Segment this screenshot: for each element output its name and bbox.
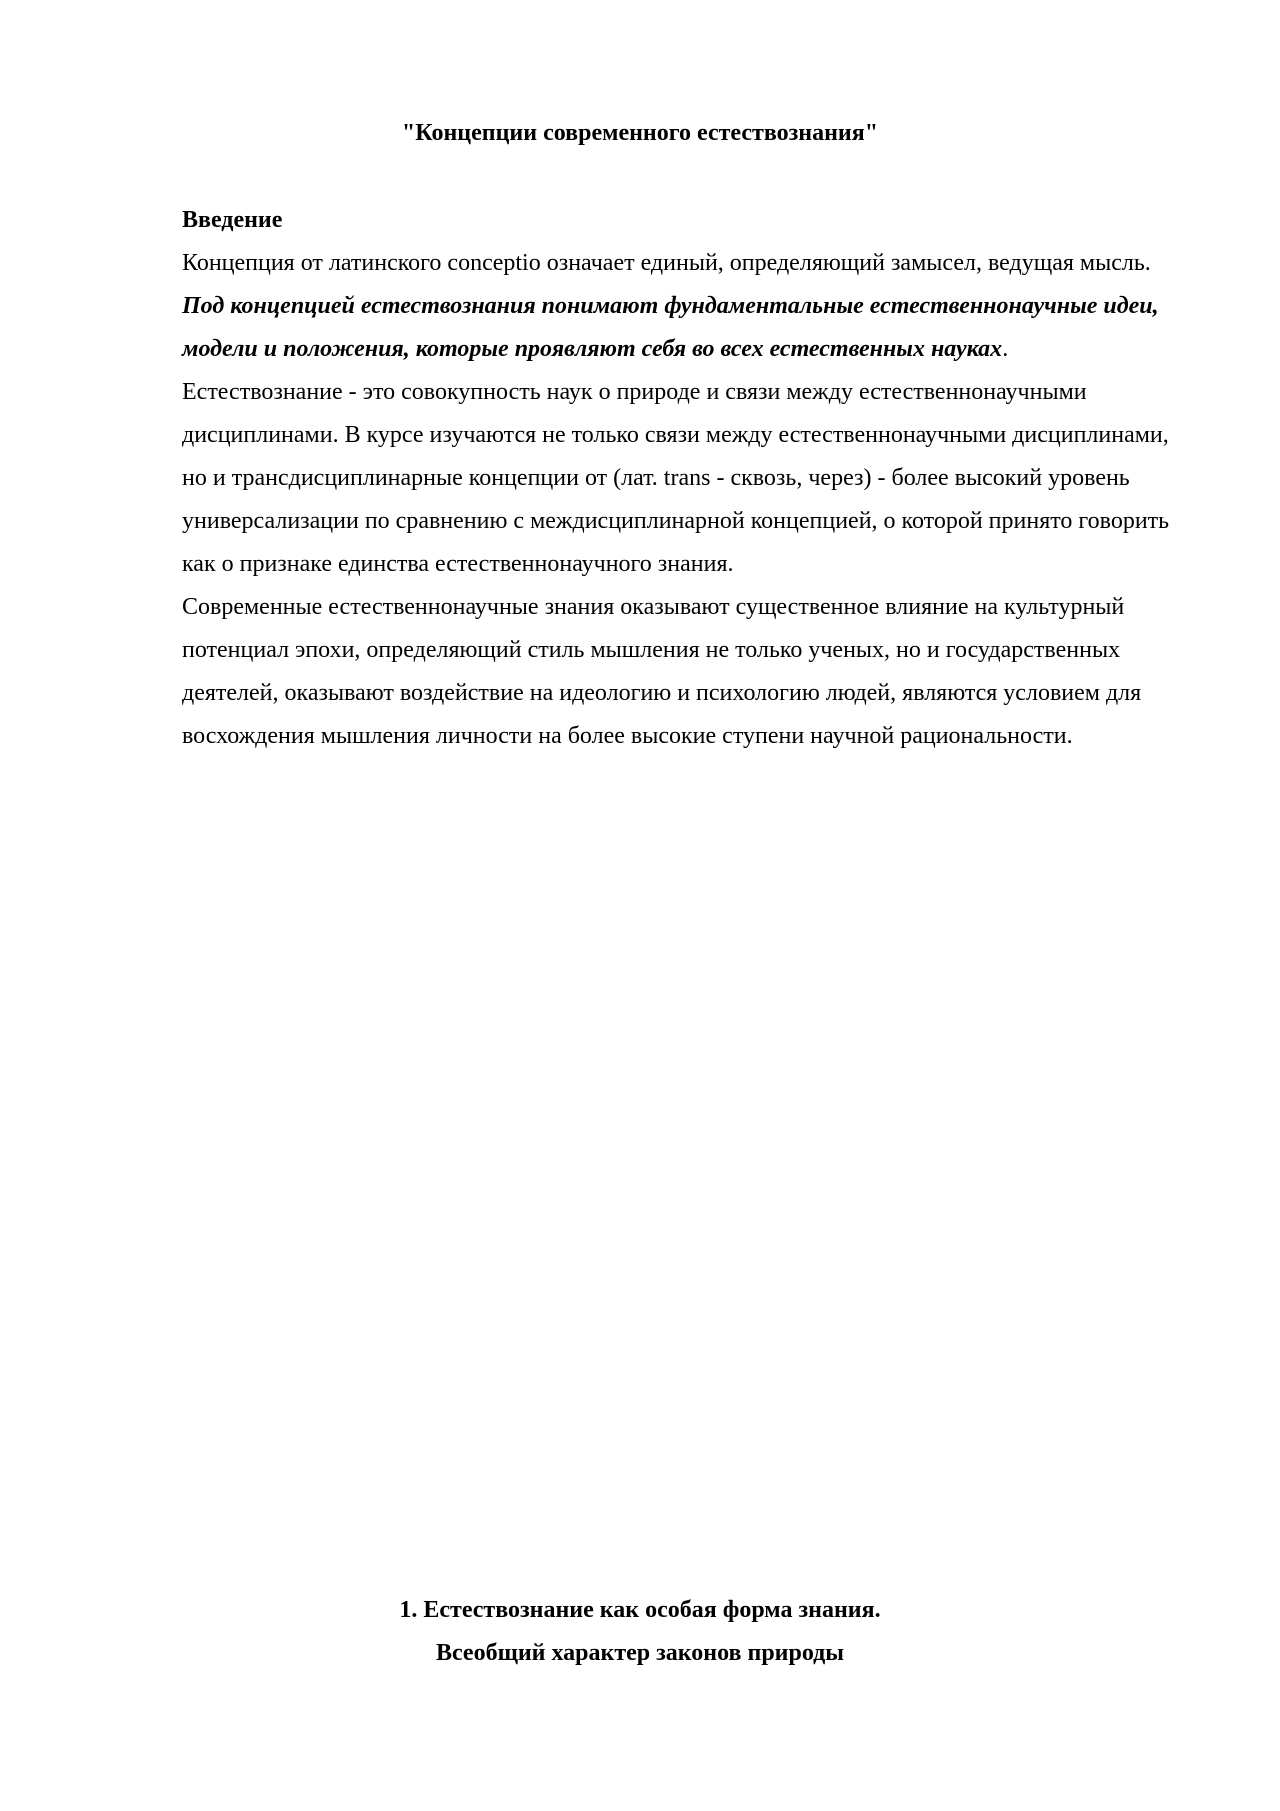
definition-emphasis: Под концепцией естествознания понимают фундаментальные естественнонаучные идеи, модели и положения, которые проявляют себя во всех естественных науках: [182, 293, 1159, 362]
section-1-heading-line-2: Всеобщий характер законов природы: [435, 1640, 845, 1666]
paragraph-modern-knowledge-influence: Современные естественнонаучные знания оказывают существенное влияние на культурный потенциал эпохи, определяющий стиль мышления не только ученых, но и государственных деятелей, оказывают воздействие на идеологию и психологию людей, являются условием для восхождения мышления личности на более высокие ступени научной рациональности.: [182, 594, 1142, 749]
document-title: "Концепции современного естествознания": [401, 120, 879, 146]
section-1-heading-line-1: 1. Естествознание как особая форма знания.: [399, 1597, 881, 1623]
section-1-heading: [0, 1589, 1280, 1675]
intro-heading: Введение: [182, 207, 283, 233]
document-body: [182, 199, 1192, 758]
paragraph-natural-science-concept: [182, 285, 1192, 371]
paragraph-natural-science-overview: Естествознание - это совокупность наук о природе и связи между естественнонаучными дисциплинами. В курсе изучаются не только связи между естественнонаучными дисциплинами, но и трансдисциплинарные концепции от (лат. trans - сквозь, через) - более высокий уровень универсализации по сравнению с междисциплинарной концепцией, о которой принято говорить как о признаке единства естественнонаучного знания.: [182, 379, 1170, 577]
definition-period: .: [1002, 336, 1009, 362]
paragraph-concept-definition: Концепция от латинского conceptio означает единый, определяющий замысел, ведущая мысль.: [182, 250, 1151, 276]
